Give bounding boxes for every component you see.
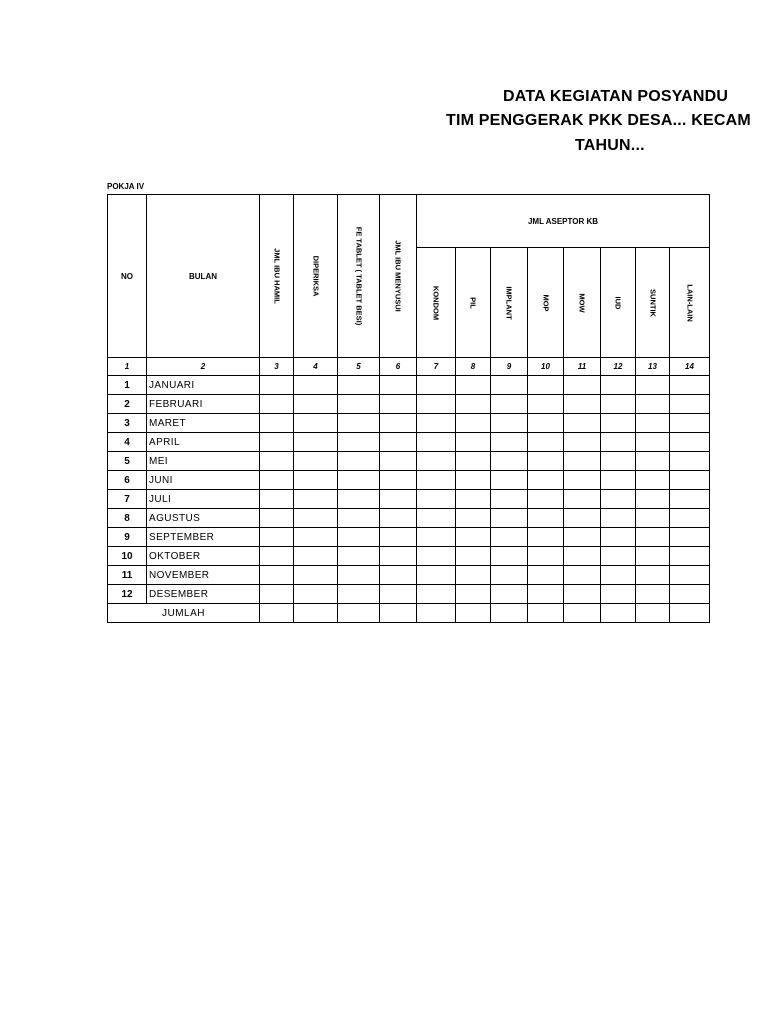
total-cell[interactable] [564,604,601,623]
header-lain-lain: LAIN-LAIN [670,248,710,358]
data-cell[interactable] [528,585,564,604]
data-cell[interactable] [417,414,456,433]
header-aseptor-group: JML ASEPTOR KB [417,195,710,248]
data-cell[interactable] [417,433,456,452]
data-cell[interactable] [456,471,491,490]
data-cell[interactable] [601,433,636,452]
data-cell[interactable] [601,471,636,490]
table-row [108,490,710,509]
header-mow: MOW [564,248,601,358]
data-cell[interactable] [528,490,564,509]
table-row [108,433,710,452]
data-cell[interactable] [456,395,491,414]
data-cell[interactable] [338,547,380,566]
header-implant: IMPLANT [491,248,528,358]
row-month: MEI [147,452,260,471]
data-cell[interactable] [456,452,491,471]
header-jml-ibu-menyusui: JML IBU MENYUSUI [380,195,417,358]
data-cell[interactable] [260,528,294,547]
data-cell[interactable] [528,452,564,471]
data-cell[interactable] [491,471,528,490]
data-cell[interactable] [380,547,417,566]
total-cell[interactable] [636,604,670,623]
data-cell[interactable] [338,585,380,604]
total-cell[interactable] [260,604,294,623]
row-month: AGUSTUS [147,509,260,528]
data-cell[interactable] [338,490,380,509]
table-row [108,395,710,414]
table-body [108,376,710,604]
data-cell[interactable] [670,566,710,585]
data-cell[interactable] [417,490,456,509]
data-cell[interactable] [528,547,564,566]
data-cell[interactable] [294,585,338,604]
data-cell[interactable] [380,585,417,604]
data-cell[interactable] [380,376,417,395]
data-cell[interactable] [528,376,564,395]
data-cell[interactable] [456,528,491,547]
document-subtitle: TIM PENGGERAK PKK DESA... KECAM [446,112,751,129]
data-cell[interactable] [294,414,338,433]
data-cell[interactable] [380,433,417,452]
table-row [108,585,710,604]
data-cell[interactable] [491,509,528,528]
data-cell[interactable] [456,585,491,604]
table-row [108,452,710,471]
header-suntik: SUNTIK [636,248,670,358]
header-pil: PIL [456,248,491,358]
data-cell[interactable] [456,433,491,452]
column-number: 5 [338,358,380,376]
data-cell[interactable] [528,566,564,585]
data-cell[interactable] [636,585,670,604]
data-cell[interactable] [528,528,564,547]
row-number: 8 [108,509,147,528]
data-cell[interactable] [670,452,710,471]
column-number: 3 [260,358,294,376]
data-cell[interactable] [528,471,564,490]
data-cell[interactable] [670,547,710,566]
data-cell[interactable] [260,509,294,528]
total-row [108,604,710,623]
total-cell[interactable] [670,604,710,623]
header-mop: MOP [528,248,564,358]
data-cell[interactable] [670,376,710,395]
data-cell[interactable] [294,509,338,528]
data-cell[interactable] [294,490,338,509]
data-cell[interactable] [456,509,491,528]
data-cell[interactable] [380,566,417,585]
row-month: JULI [147,490,260,509]
row-number: 1 [108,376,147,395]
header-no: NO [108,195,147,358]
data-cell[interactable] [564,490,601,509]
table-row [108,566,710,585]
row-number: 5 [108,452,147,471]
data-cell[interactable] [338,376,380,395]
data-cell[interactable] [528,433,564,452]
row-number: 12 [108,585,147,604]
row-number: 2 [108,395,147,414]
data-cell[interactable] [636,376,670,395]
column-number-row [108,358,710,376]
total-cell[interactable] [380,604,417,623]
data-cell[interactable] [636,528,670,547]
total-label: JUMLAH [108,604,260,623]
data-cell[interactable] [564,471,601,490]
data-cell[interactable] [564,433,601,452]
table-row [108,547,710,566]
column-number: 7 [417,358,456,376]
column-number: 13 [636,358,670,376]
total-cell[interactable] [456,604,491,623]
data-cell[interactable] [456,566,491,585]
data-cell[interactable] [380,528,417,547]
data-cell[interactable] [601,509,636,528]
data-cell[interactable] [491,490,528,509]
row-month: MARET [147,414,260,433]
document-year: TAHUN... [575,137,645,154]
data-cell[interactable] [491,585,528,604]
data-cell[interactable] [528,414,564,433]
data-cell[interactable] [380,509,417,528]
data-cell[interactable] [260,395,294,414]
data-cell[interactable] [601,566,636,585]
data-cell[interactable] [601,414,636,433]
data-cell[interactable] [338,471,380,490]
data-cell[interactable] [636,471,670,490]
data-cell[interactable] [338,395,380,414]
data-cell[interactable] [294,547,338,566]
data-cell[interactable] [417,585,456,604]
data-cell[interactable] [417,452,456,471]
data-cell[interactable] [260,452,294,471]
data-cell[interactable] [380,414,417,433]
column-number: 14 [670,358,710,376]
data-cell[interactable] [636,414,670,433]
data-cell[interactable] [294,566,338,585]
data-cell[interactable] [601,395,636,414]
data-cell[interactable] [380,490,417,509]
data-cell[interactable] [636,452,670,471]
data-cell[interactable] [670,490,710,509]
data-cell[interactable] [417,566,456,585]
data-cell[interactable] [338,509,380,528]
data-cell[interactable] [338,414,380,433]
data-cell[interactable] [670,414,710,433]
data-cell[interactable] [601,528,636,547]
data-cell[interactable] [338,566,380,585]
header-iud: IUD [601,248,636,358]
row-month: NOVEMBER [147,566,260,585]
data-cell[interactable] [528,395,564,414]
data-cell[interactable] [294,471,338,490]
data-cell[interactable] [338,452,380,471]
data-cell[interactable] [564,509,601,528]
row-number: 7 [108,490,147,509]
column-number: 9 [491,358,528,376]
data-cell[interactable] [636,509,670,528]
row-number: 10 [108,547,147,566]
data-cell[interactable] [528,509,564,528]
total-cell[interactable] [491,604,528,623]
data-cell[interactable] [636,490,670,509]
data-cell[interactable] [260,585,294,604]
data-cell[interactable] [260,566,294,585]
data-cell[interactable] [338,528,380,547]
data-cell[interactable] [491,433,528,452]
data-cell[interactable] [380,452,417,471]
data-cell[interactable] [456,547,491,566]
header-jml-ibu-hamil: JML IBU HAMIL [260,195,294,358]
table-row [108,528,710,547]
data-cell[interactable] [417,509,456,528]
data-cell[interactable] [491,414,528,433]
row-month: JUNI [147,471,260,490]
data-cell[interactable] [601,490,636,509]
row-month: FEBRUARI [147,395,260,414]
data-cell[interactable] [456,414,491,433]
column-number: 2 [147,358,260,376]
data-cell[interactable] [670,471,710,490]
column-number: 1 [108,358,147,376]
data-cell[interactable] [260,433,294,452]
data-cell[interactable] [417,547,456,566]
data-cell[interactable] [601,376,636,395]
row-month: APRIL [147,433,260,452]
row-month: DESEMBER [147,585,260,604]
data-cell[interactable] [417,376,456,395]
data-cell[interactable] [417,471,456,490]
header-diperiksa: DIPERIKSA [294,195,338,358]
header-kondom: KONDOM [417,248,456,358]
data-cell[interactable] [564,528,601,547]
data-cell[interactable] [491,528,528,547]
data-cell[interactable] [294,452,338,471]
data-cell[interactable] [670,509,710,528]
data-cell[interactable] [491,452,528,471]
data-cell[interactable] [338,433,380,452]
data-cell[interactable] [294,433,338,452]
column-number: 11 [564,358,601,376]
data-cell[interactable] [456,490,491,509]
data-cell[interactable] [601,452,636,471]
data-cell[interactable] [294,528,338,547]
row-month: SEPTEMBER [147,528,260,547]
data-cell[interactable] [491,547,528,566]
document-title: DATA KEGIATAN POSYANDU [503,88,729,105]
data-cell[interactable] [564,566,601,585]
posyandu-table [107,194,710,623]
data-cell[interactable] [491,566,528,585]
data-cell[interactable] [294,395,338,414]
data-cell[interactable] [491,376,528,395]
table-row [108,471,710,490]
data-cell[interactable] [564,376,601,395]
data-cell[interactable] [260,547,294,566]
data-cell[interactable] [636,433,670,452]
data-cell[interactable] [636,566,670,585]
data-cell[interactable] [670,395,710,414]
data-cell[interactable] [260,471,294,490]
total-cell[interactable] [294,604,338,623]
table-row [108,376,710,395]
section-label: POKJA IV [107,182,145,191]
table-row [108,414,710,433]
data-cell[interactable] [380,471,417,490]
data-cell[interactable] [670,585,710,604]
data-cell[interactable] [260,414,294,433]
column-number: 8 [456,358,491,376]
row-number: 6 [108,471,147,490]
data-cell[interactable] [417,528,456,547]
row-number: 9 [108,528,147,547]
column-number: 10 [528,358,564,376]
data-cell[interactable] [601,585,636,604]
row-month: OKTOBER [147,547,260,566]
data-cell[interactable] [456,376,491,395]
data-cell[interactable] [564,414,601,433]
data-cell[interactable] [636,395,670,414]
data-cell[interactable] [670,528,710,547]
data-cell[interactable] [564,452,601,471]
data-cell[interactable] [294,376,338,395]
data-cell[interactable] [260,490,294,509]
total-cell[interactable] [601,604,636,623]
total-cell[interactable] [338,604,380,623]
column-number: 4 [294,358,338,376]
data-cell[interactable] [260,376,294,395]
data-cell[interactable] [636,547,670,566]
data-cell[interactable] [491,395,528,414]
column-number: 12 [601,358,636,376]
data-cell[interactable] [417,395,456,414]
column-number: 6 [380,358,417,376]
data-cell[interactable] [670,433,710,452]
data-cell[interactable] [564,395,601,414]
table-row [108,509,710,528]
row-number: 3 [108,414,147,433]
header-bulan: BULAN [147,195,260,358]
data-cell[interactable] [564,585,601,604]
total-cell[interactable] [417,604,456,623]
data-cell[interactable] [564,547,601,566]
row-number: 4 [108,433,147,452]
header-fe-tablet: FE TABLET ( TABLET BESI) [338,195,380,358]
total-cell[interactable] [528,604,564,623]
row-month: JANUARI [147,376,260,395]
data-cell[interactable] [601,547,636,566]
data-cell[interactable] [380,395,417,414]
row-number: 11 [108,566,147,585]
